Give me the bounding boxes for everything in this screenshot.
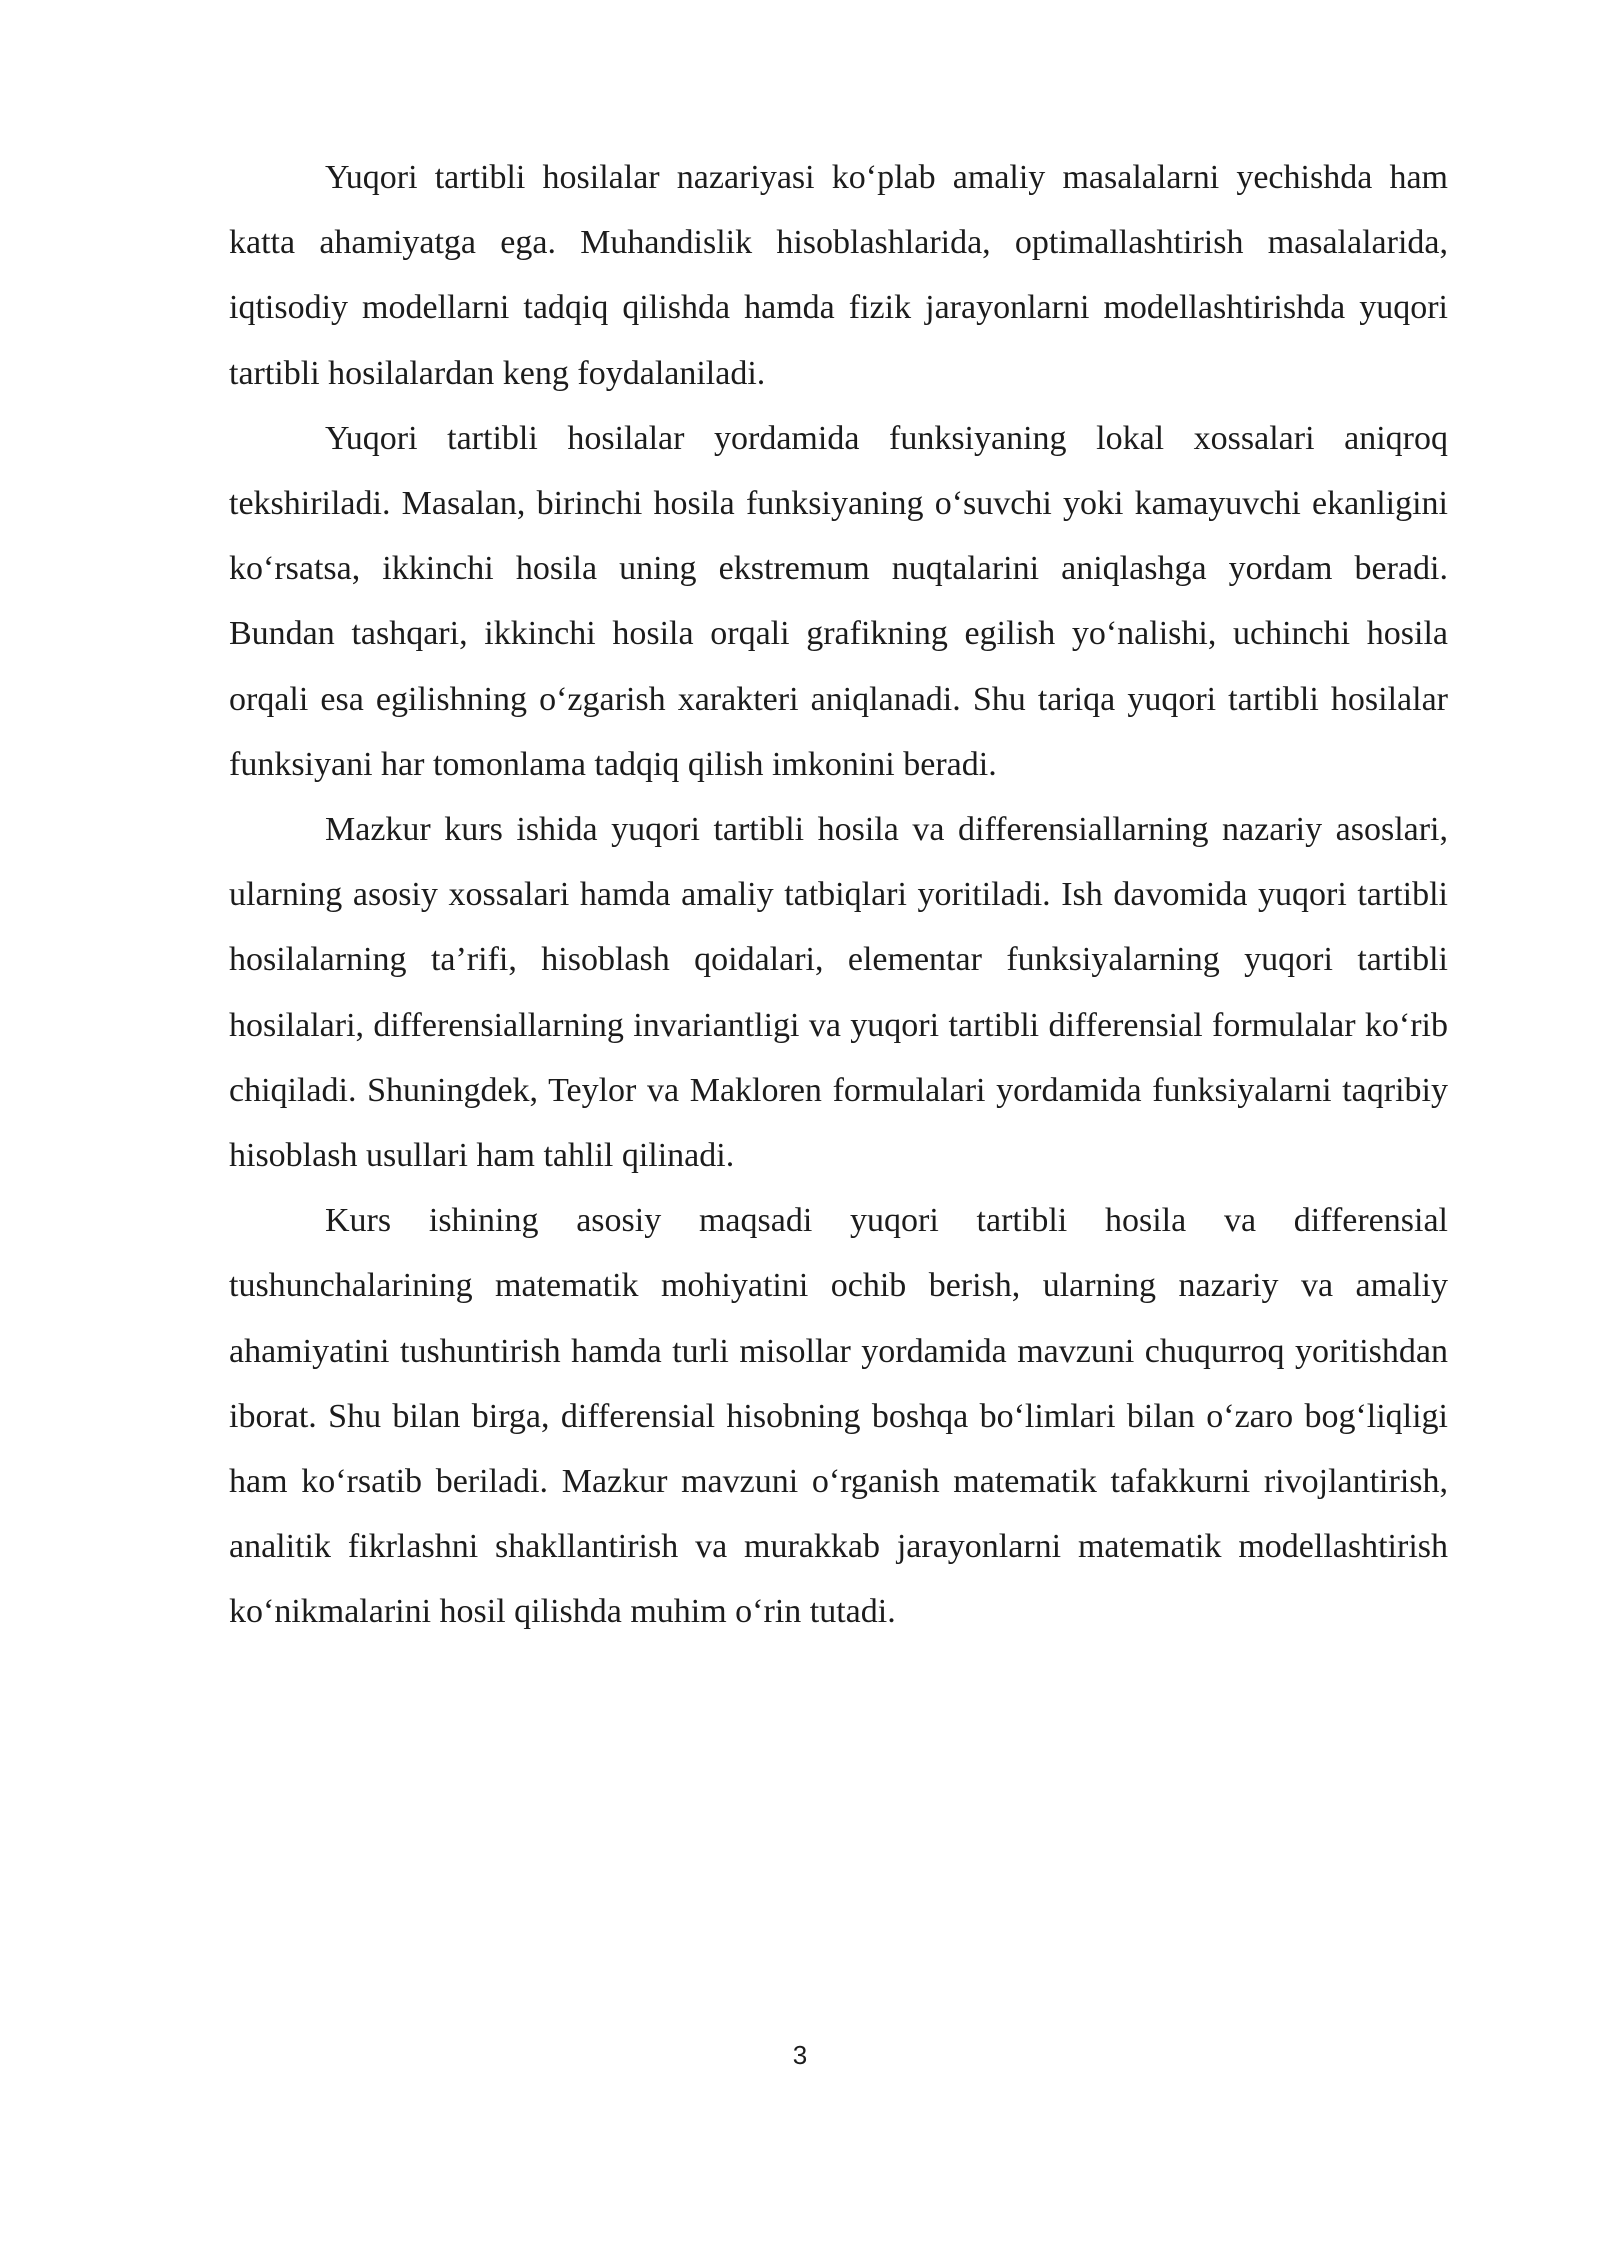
paragraph-1: Yuqori tartibli hosilalar nazariyasi ko‘plab amaliy masalalarni yechishda ham katta ahamiyatga ega. Muhandislik hisoblashlarida, optimallashtirish masalalarida, iqtisodiy modellarni tadqiq qilishda hamda fizik jarayonlarni modellashtirishda yuqori tartibli hosilalardan keng foydalaniladi. (229, 159, 1448, 392)
paragraph-3: Mazkur kurs ishida yuqori tartibli hosila va differensiallarning nazariy asoslari, ularning asosiy xossalari hamda amaliy tatbiqlari yoritiladi. Ish davomida yuqori tartibli hosilalarning ta’rifi, hisoblash qoidalari, elementar funksiyalarning yuqori tartibli hosilalari, differensiallarning invariantligi va yuqori tartibli differensial formulalar ko‘rib chiqiladi. Shuningdek, Teylor va Makloren formulalari yordamida funksiyalarni taqribiy hisoblash usullari ham tahlil qilinadi. (229, 811, 1448, 1175)
paragraph-2: Yuqori tartibli hosilalar yordamida funksiyaning lokal xossalari aniqroq tekshiriladi. Masalan, birinchi hosila funksiyaning o‘suvchi yoki kamayuvchi ekanligini ko‘rsatsa, ikkinchi hosila uning ekstremum nuqtalarini aniqlashga yordam beradi. Bundan tashqari, ikkinchi hosila orqali grafikning egilish yo‘nalishi, uchinchi hosila orqali esa egilishning o‘zgarish xarakteri aniqlanadi. Shu tariqa yuqori tartibli hosilalar funksiyani har tomonlama tadqiq qilish imkonini beradi. (229, 419, 1448, 783)
paragraph-4: Kurs ishining asosiy maqsadi yuqori tartibli hosila va differensial tushunchalarining matematik mohiyatini ochib berish, ularning nazariy va amaliy ahamiyatini tushuntirish hamda turli misollar yordamida mavzuni chuqurroq yoritishdan iborat. Shu bilan birga, differensial hisobning boshqa bo‘limlari bilan o‘zaro bog‘liqligi ham ko‘rsatib beriladi. Mazkur mavzuni o‘rganish matematik tafakkurni rivojlantirish, analitik fikrlashni shakllantirish va murakkab jarayonlarni matematik modellashtirish ko‘nikmalarini hosil qilishda muhim o‘rin tutadi. (229, 1202, 1448, 1631)
page-number: 3 (792, 2040, 808, 2070)
body-text (229, 145, 1448, 1645)
